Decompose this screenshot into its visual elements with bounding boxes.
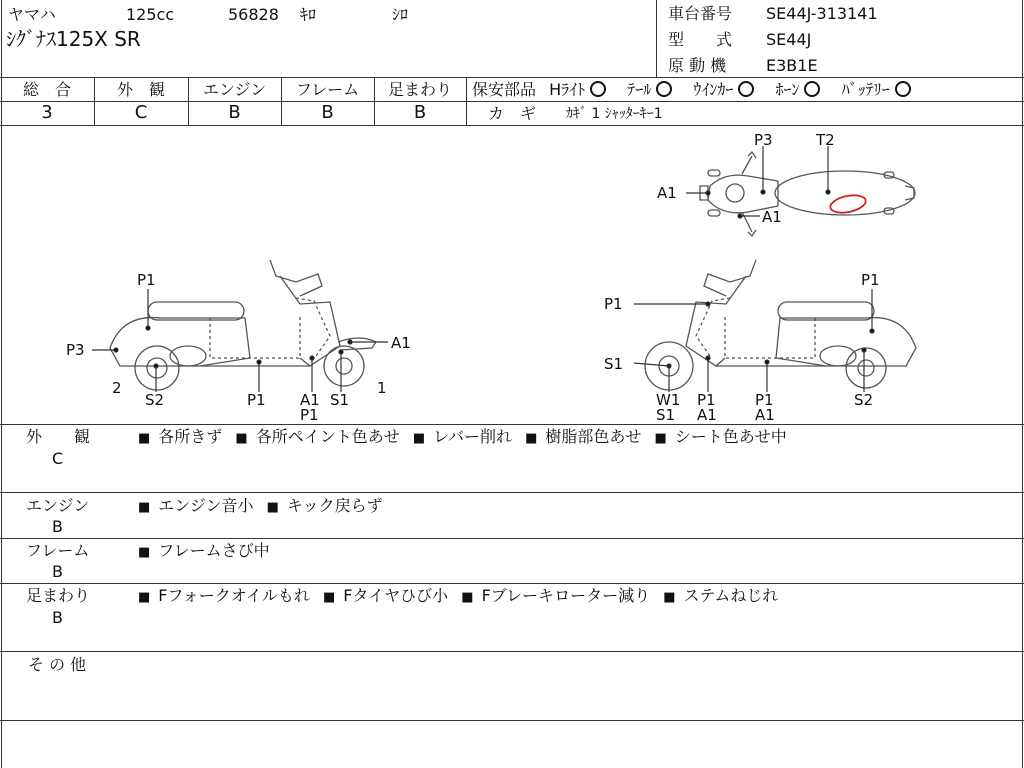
comment-other-label: そ の 他 bbox=[28, 655, 87, 674]
rule-2b bbox=[466, 101, 1024, 102]
comment-exterior-grade: C bbox=[52, 449, 64, 468]
comment-item: ■ レバー削れ bbox=[413, 427, 512, 446]
mark-label: S1 bbox=[656, 406, 676, 424]
rule-7 bbox=[0, 583, 1024, 584]
comment-item: ■ Fタイヤひび小 bbox=[323, 586, 448, 605]
horn-ok-icon bbox=[804, 81, 820, 97]
mark-label: P1 bbox=[137, 271, 156, 289]
comment-item: ■ フレームさび中 bbox=[138, 541, 270, 560]
rule-8 bbox=[0, 651, 1024, 652]
mileage-unit: ｷﾛ bbox=[300, 5, 317, 24]
key-value: ｶｷﾞ 1 ｼｬｯﾀｰｷｰ1 bbox=[566, 106, 663, 122]
mark-label: A1 bbox=[755, 406, 775, 424]
safety-headlight: Hﾗｲﾄ bbox=[549, 80, 586, 99]
damage-diagram bbox=[0, 126, 1024, 424]
key-label: カ ギ bbox=[488, 104, 537, 123]
comment-frame-label: フレーム bbox=[26, 541, 90, 560]
callout-labels bbox=[66, 131, 880, 424]
mark-label: A1 bbox=[391, 334, 411, 352]
mark-label: P3 bbox=[754, 131, 773, 149]
comment-engine-label: エンジン bbox=[26, 496, 90, 515]
mark-label: P1 bbox=[300, 406, 319, 424]
frame-number-label: 車台番号 bbox=[668, 4, 733, 23]
mark-label: P1 bbox=[755, 391, 774, 409]
mark-label: T2 bbox=[816, 131, 835, 149]
comment-exterior-items bbox=[138, 428, 787, 448]
grade-divider bbox=[466, 77, 467, 125]
mark-label: 2 bbox=[112, 379, 122, 397]
mark-label: P1 bbox=[697, 391, 716, 409]
comment-engine-items bbox=[138, 497, 383, 517]
mark-label: S1 bbox=[604, 355, 624, 373]
mileage: 56828 bbox=[228, 5, 279, 24]
grade-engine-label: エンジン bbox=[202, 80, 267, 99]
rule-5 bbox=[0, 492, 1024, 493]
damage-mark bbox=[829, 192, 868, 215]
grade-exterior-label: 外 観 bbox=[116, 80, 165, 99]
header-divider bbox=[656, 0, 657, 77]
grade-engine-value: B bbox=[228, 102, 241, 123]
mark-label: S2 bbox=[145, 391, 165, 409]
comment-suspension-grade: B bbox=[52, 608, 63, 627]
rule-9 bbox=[0, 720, 1024, 721]
comment-item: ■ 各所きず bbox=[138, 427, 222, 446]
mark-label: S1 bbox=[330, 391, 350, 409]
comment-suspension-label: 足まわり bbox=[26, 586, 91, 605]
comment-frame-grade: B bbox=[52, 562, 63, 581]
displacement: 125cc bbox=[126, 5, 175, 24]
mark-label: P1 bbox=[247, 391, 266, 409]
comment-frame-items bbox=[138, 542, 270, 562]
body-color: ｼﾛ bbox=[392, 5, 409, 24]
rule-6 bbox=[0, 538, 1024, 539]
rule-1 bbox=[0, 77, 1024, 78]
type-value: SE44J bbox=[766, 30, 812, 49]
maker: ヤマハ bbox=[8, 5, 56, 24]
safety-winker: ｳｲﾝｶｰ bbox=[693, 80, 734, 99]
safety-taillight: ﾃｰﾙ bbox=[627, 80, 652, 99]
engine-value: E3B1E bbox=[766, 56, 818, 75]
mark-label: A1 bbox=[762, 208, 782, 226]
grade-exterior-value: C bbox=[134, 102, 148, 123]
grade-overall-value: 3 bbox=[41, 102, 53, 123]
rule-4 bbox=[0, 424, 1024, 425]
taillight-ok-icon bbox=[656, 81, 672, 97]
safety-battery: ﾊﾞｯﾃﾘｰ bbox=[841, 80, 890, 99]
winker-ok-icon bbox=[738, 81, 754, 97]
mark-label: W1 bbox=[656, 391, 681, 409]
comment-item: ■ ステムねじれ bbox=[663, 586, 778, 605]
mark-label: P1 bbox=[604, 295, 623, 313]
mark-label: P3 bbox=[66, 341, 85, 359]
battery-ok-icon bbox=[895, 81, 911, 97]
engine-label: 原 動 機 bbox=[668, 56, 727, 75]
mark-label: A1 bbox=[657, 184, 677, 202]
headlight-ok-icon bbox=[590, 81, 606, 97]
callout-leaders bbox=[92, 146, 874, 392]
model-name: ｼｸﾞﾅｽ125X SR bbox=[6, 27, 141, 51]
scooter-top-view bbox=[700, 152, 915, 236]
mark-label: P1 bbox=[861, 271, 880, 289]
grade-overall-label: 総 合 bbox=[22, 80, 71, 99]
grade-frame-value: B bbox=[321, 102, 334, 123]
safety-title: 保安部品 bbox=[472, 80, 537, 99]
comment-item: ■ シート色あせ中 bbox=[655, 427, 787, 446]
type-label: 型 式 bbox=[668, 30, 733, 49]
safety-horn: ﾎｰﾝ bbox=[775, 80, 800, 99]
comment-suspension-items bbox=[138, 587, 778, 607]
mark-label: A1 bbox=[697, 406, 717, 424]
comment-engine-grade: B bbox=[52, 517, 63, 536]
grade-suspension-label: 足まわり bbox=[387, 80, 452, 99]
safety-parts bbox=[472, 81, 911, 99]
frame-number: SE44J-313141 bbox=[766, 4, 878, 23]
comment-exterior-label: 外 観 bbox=[26, 427, 91, 446]
grade-frame-label: フレーム bbox=[295, 80, 360, 99]
comment-item: ■ Fブレーキローター減り bbox=[461, 586, 650, 605]
mark-label: 1 bbox=[377, 379, 387, 397]
mark-label: A1 bbox=[300, 391, 320, 409]
comment-item: ■ 樹脂部色あせ bbox=[525, 427, 641, 446]
grade-suspension-value: B bbox=[413, 102, 427, 123]
comment-item: ■ Fフォークオイルもれ bbox=[138, 586, 310, 605]
comment-item: ■ キック戻らず bbox=[267, 496, 383, 515]
mark-label: S2 bbox=[854, 391, 874, 409]
comment-item: ■ エンジン音小 bbox=[138, 496, 254, 515]
comment-item: ■ 各所ペイント色あせ bbox=[235, 427, 399, 446]
